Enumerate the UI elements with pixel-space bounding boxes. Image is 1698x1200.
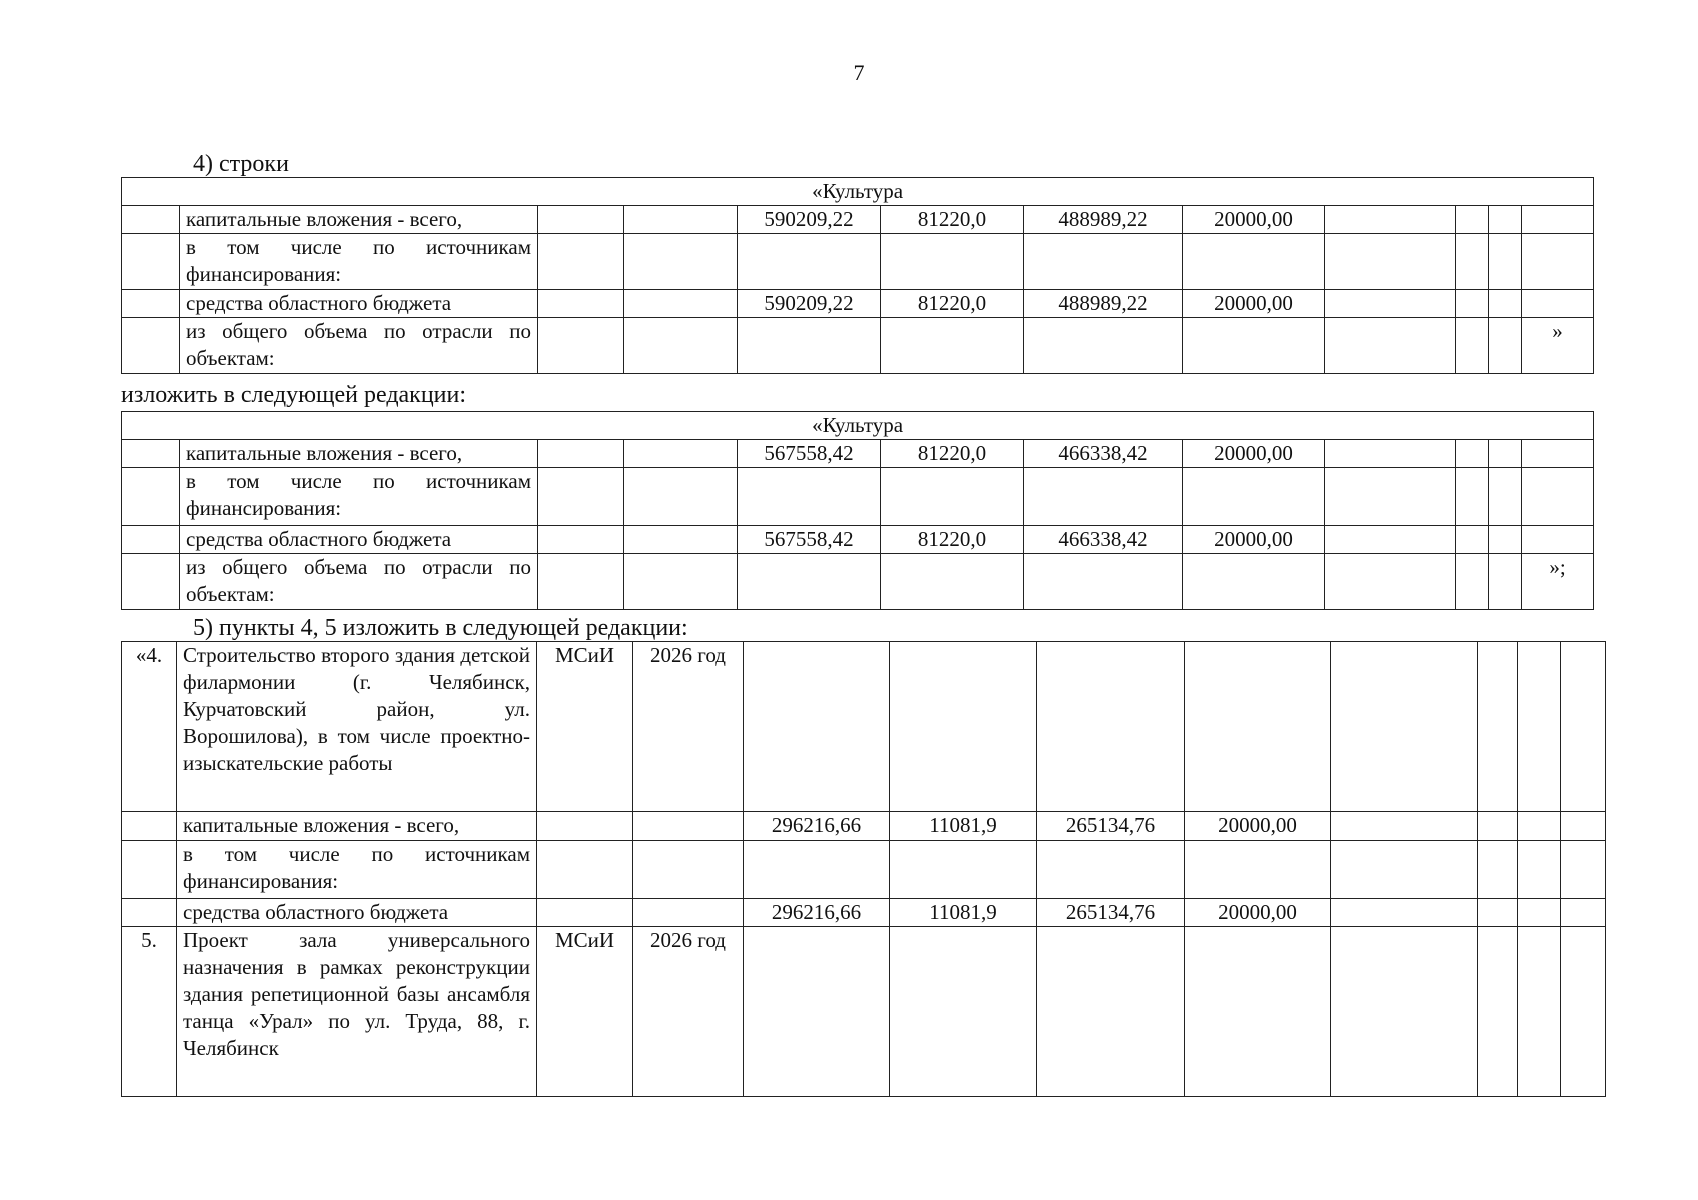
row-end-mark bbox=[1522, 468, 1594, 526]
row-label: Строительство второго здания детской филармонии (г. Челябинск, Курчатовский район, ул. Ворошилова), в том числе проектно-изыскательские работы bbox=[177, 642, 537, 812]
cell-value: 11081,9 bbox=[890, 812, 1037, 841]
table-new bbox=[121, 411, 1594, 610]
cell-value: 466338,42 bbox=[1024, 440, 1183, 468]
table-row bbox=[122, 812, 1606, 841]
cell-value: 590209,22 bbox=[738, 290, 881, 318]
row-label: Проект зала универсального назначения в рамках реконструкции здания репетиционной базы ансамбля танца «Урал» по ул. Труда, 88, г. Челябинск bbox=[177, 927, 537, 1097]
row-end-mark bbox=[1522, 526, 1594, 554]
cell-value bbox=[1185, 841, 1331, 899]
cell-value: 488989,22 bbox=[1024, 206, 1183, 234]
section5-intro: 5) пункты 4, 5 изложить в следующей редакции: bbox=[193, 615, 688, 641]
row-organization bbox=[537, 841, 633, 899]
row-label: средства областного бюджета bbox=[180, 290, 538, 318]
table-row bbox=[122, 841, 1606, 899]
table-old bbox=[121, 177, 1594, 374]
cell-value bbox=[1024, 468, 1183, 526]
row-year: 2026 год bbox=[633, 642, 744, 812]
cell-value bbox=[1024, 234, 1183, 290]
cell-value: 567558,42 bbox=[738, 440, 881, 468]
cell-value bbox=[890, 927, 1037, 1097]
table-row bbox=[122, 234, 1594, 290]
table-row bbox=[122, 642, 1606, 812]
row-label: средства областного бюджета bbox=[177, 899, 537, 927]
cell-value bbox=[1024, 318, 1183, 374]
section4-intro: 4) строки bbox=[193, 151, 289, 177]
table-row bbox=[122, 468, 1594, 526]
row-number bbox=[122, 899, 177, 927]
table-row bbox=[122, 318, 1594, 374]
cell-value bbox=[744, 841, 890, 899]
cell-value bbox=[1185, 642, 1331, 812]
cell-value bbox=[1024, 554, 1183, 610]
cell-value: 20000,00 bbox=[1183, 440, 1325, 468]
row-label: в том числе по источникам финансирования: bbox=[180, 468, 538, 526]
table-row bbox=[122, 927, 1606, 1097]
row-label: капитальные вложения - всего, bbox=[177, 812, 537, 841]
cell-value bbox=[1183, 234, 1325, 290]
cell-value: 567558,42 bbox=[738, 526, 881, 554]
row-organization bbox=[537, 812, 633, 841]
row-number: «4. bbox=[122, 642, 177, 812]
cell-value bbox=[1037, 841, 1185, 899]
cell-value bbox=[881, 468, 1024, 526]
cell-value bbox=[890, 642, 1037, 812]
cell-value bbox=[738, 234, 881, 290]
table-row bbox=[122, 899, 1606, 927]
cell-value: 20000,00 bbox=[1185, 812, 1331, 841]
row-end-mark: »; bbox=[1522, 554, 1594, 610]
cell-value bbox=[881, 554, 1024, 610]
row-number bbox=[122, 812, 177, 841]
cell-value: 81220,0 bbox=[881, 290, 1024, 318]
cell-value: 488989,22 bbox=[1024, 290, 1183, 318]
table-row bbox=[122, 554, 1594, 610]
table-row bbox=[122, 526, 1594, 554]
row-organization: МСиИ bbox=[537, 642, 633, 812]
cell-value bbox=[1183, 468, 1325, 526]
cell-value bbox=[738, 554, 881, 610]
row-end-mark: » bbox=[1522, 318, 1594, 374]
cell-value bbox=[744, 927, 890, 1097]
row-number bbox=[122, 841, 177, 899]
cell-value: 20000,00 bbox=[1185, 899, 1331, 927]
cell-value: 20000,00 bbox=[1183, 206, 1325, 234]
cell-value: 265134,76 bbox=[1037, 812, 1185, 841]
row-year bbox=[633, 812, 744, 841]
row-end-mark bbox=[1522, 440, 1594, 468]
table-old-header: «Культура bbox=[122, 178, 1594, 206]
cell-value bbox=[881, 234, 1024, 290]
cell-value bbox=[1037, 642, 1185, 812]
row-organization bbox=[537, 899, 633, 927]
table-row bbox=[122, 290, 1594, 318]
cell-value: 590209,22 bbox=[738, 206, 881, 234]
cell-value: 11081,9 bbox=[890, 899, 1037, 927]
cell-value: 20000,00 bbox=[1183, 526, 1325, 554]
cell-value bbox=[881, 318, 1024, 374]
row-label: средства областного бюджета bbox=[180, 526, 538, 554]
cell-value: 296216,66 bbox=[744, 899, 890, 927]
row-number: 5. bbox=[122, 927, 177, 1097]
table-new-header: «Культура bbox=[122, 412, 1594, 440]
row-year bbox=[633, 841, 744, 899]
row-label: в том числе по источникам финансирования: bbox=[180, 234, 538, 290]
table-points bbox=[121, 641, 1606, 1097]
cell-value: 81220,0 bbox=[881, 526, 1024, 554]
cell-value bbox=[738, 318, 881, 374]
cell-value bbox=[1037, 927, 1185, 1097]
row-end-mark bbox=[1522, 206, 1594, 234]
cell-value bbox=[738, 468, 881, 526]
cell-value: 296216,66 bbox=[744, 812, 890, 841]
table-row bbox=[122, 206, 1594, 234]
row-label: капитальные вложения - всего, bbox=[180, 440, 538, 468]
cell-value bbox=[1183, 554, 1325, 610]
row-end-mark bbox=[1522, 234, 1594, 290]
cell-value: 466338,42 bbox=[1024, 526, 1183, 554]
row-label: в том числе по источникам финансирования: bbox=[177, 841, 537, 899]
row-end-mark bbox=[1522, 290, 1594, 318]
table-row bbox=[122, 440, 1594, 468]
cell-value bbox=[890, 841, 1037, 899]
cell-value bbox=[1183, 318, 1325, 374]
row-label: капитальные вложения - всего, bbox=[180, 206, 538, 234]
cell-value: 265134,76 bbox=[1037, 899, 1185, 927]
cell-value bbox=[744, 642, 890, 812]
row-organization: МСиИ bbox=[537, 927, 633, 1097]
cell-value: 81220,0 bbox=[881, 206, 1024, 234]
row-label: из общего объема по отрасли по объектам: bbox=[180, 554, 538, 610]
cell-value: 81220,0 bbox=[881, 440, 1024, 468]
page-number: 7 bbox=[853, 60, 865, 85]
replace-intro: изложить в следующей редакции: bbox=[121, 382, 467, 408]
cell-value bbox=[1185, 927, 1331, 1097]
row-year: 2026 год bbox=[633, 927, 744, 1097]
cell-value: 20000,00 bbox=[1183, 290, 1325, 318]
row-label: из общего объема по отрасли по объектам: bbox=[180, 318, 538, 374]
row-year bbox=[633, 899, 744, 927]
